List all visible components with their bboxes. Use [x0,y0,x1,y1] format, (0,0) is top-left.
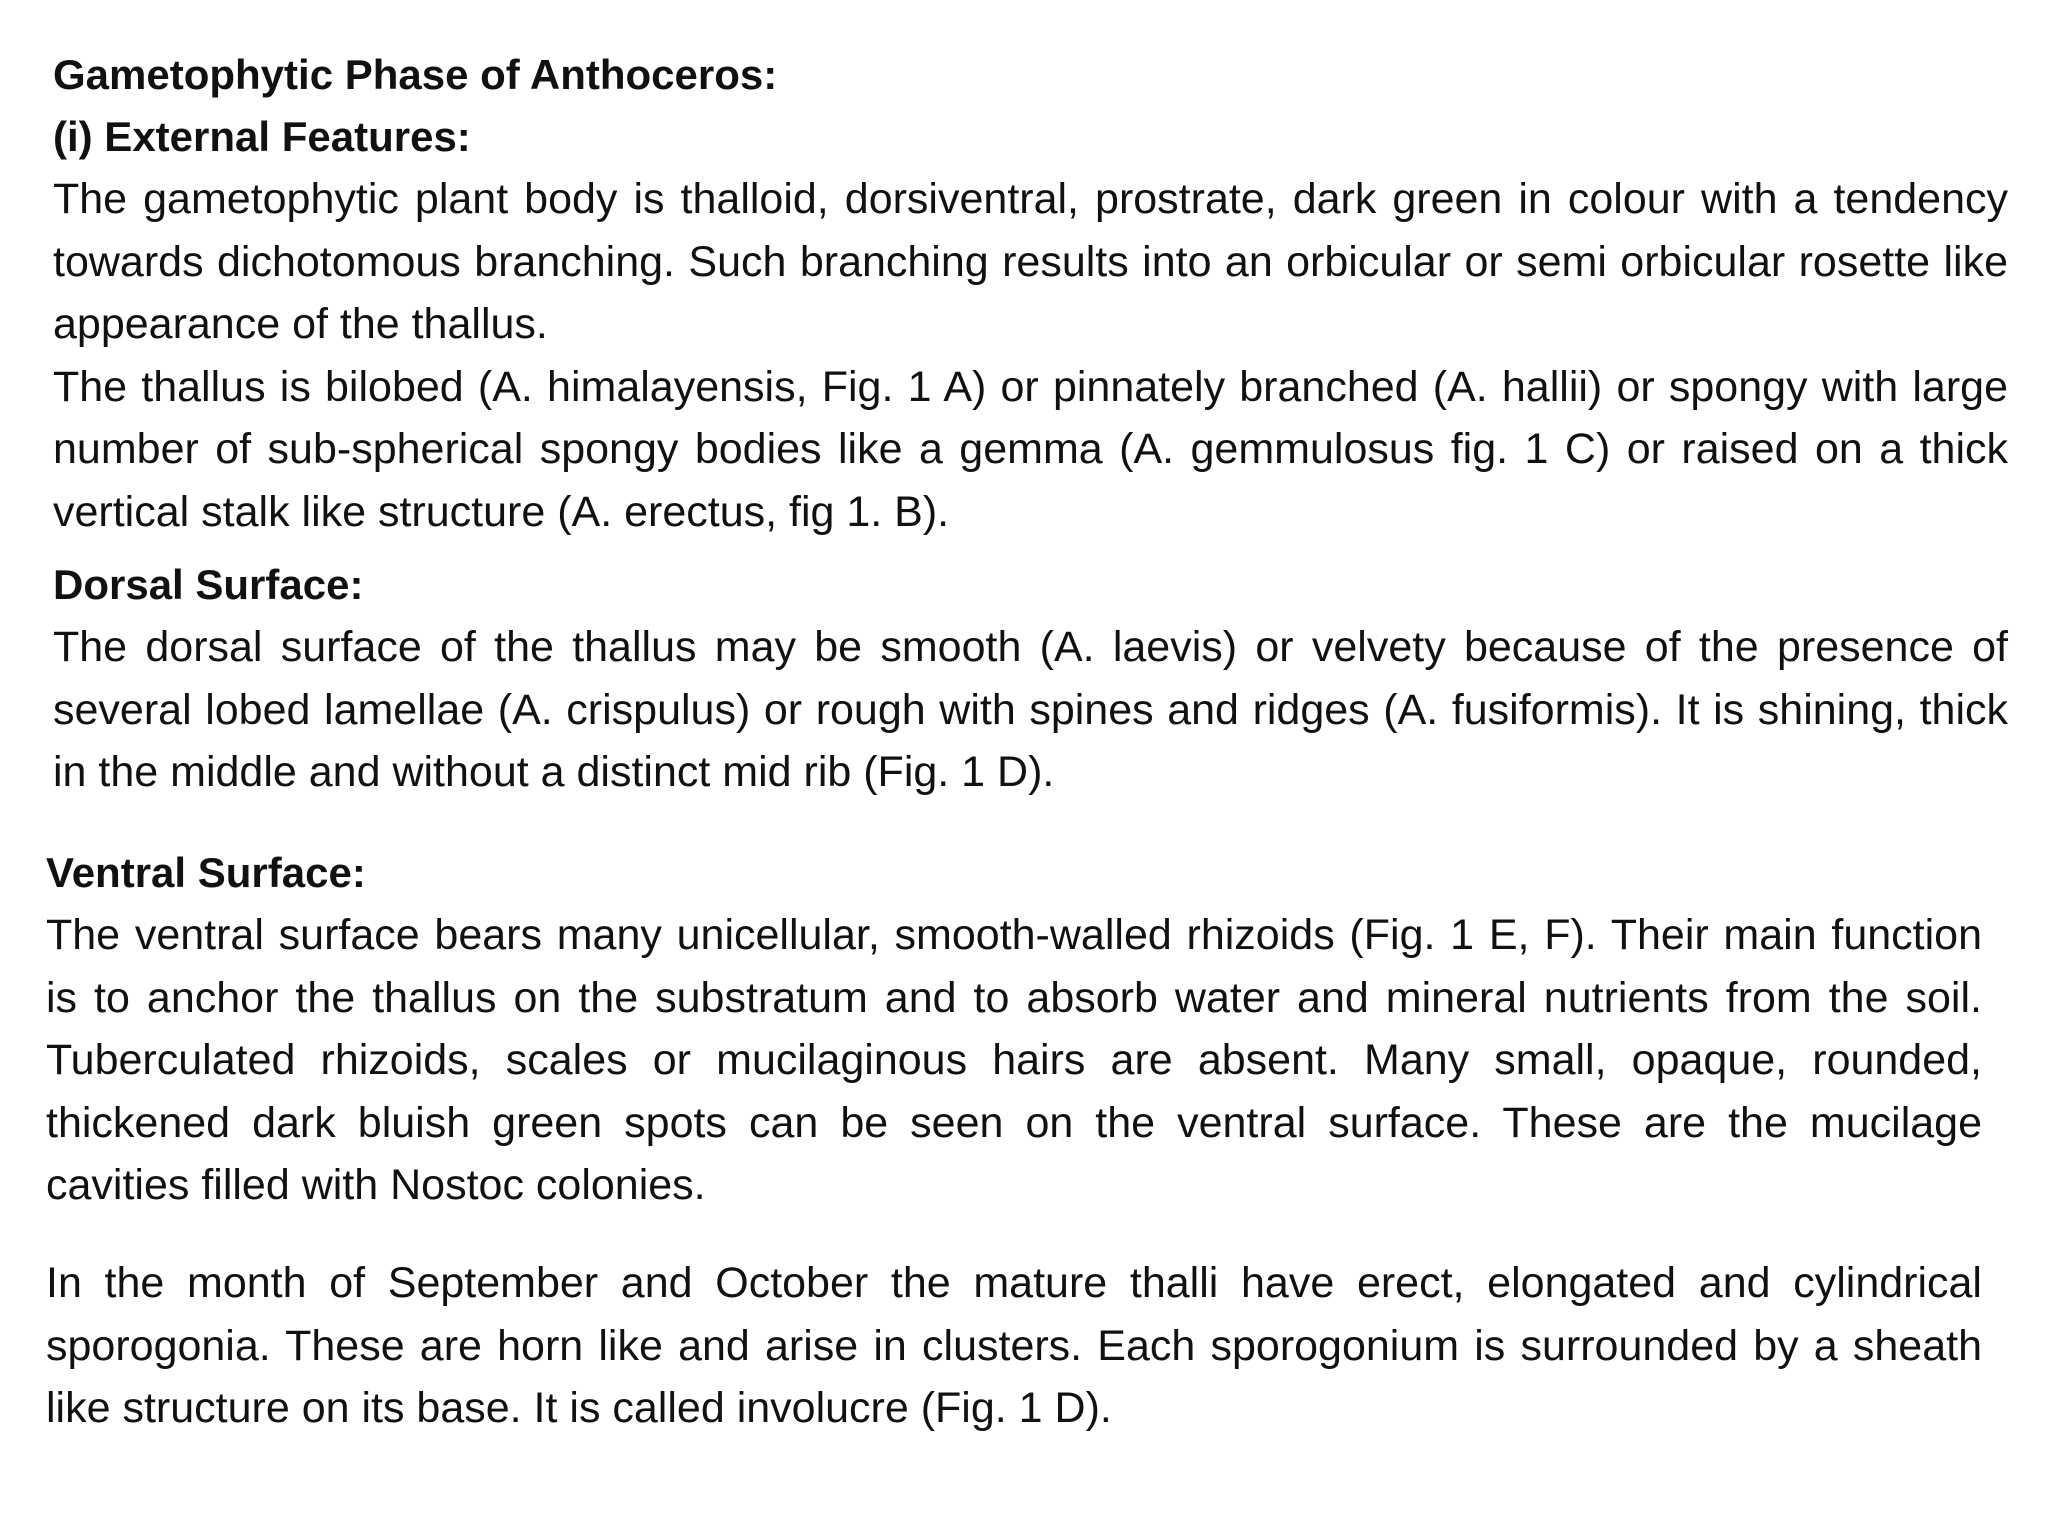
dorsal-surface-heading: Dorsal Surface: [53,561,364,608]
dorsal-surface-paragraph: The dorsal surface of the thallus may be smooth (A. laevis) or velvety because of the presence of several lobed lamellae (A. crispulus) or rough with spines and ridges (A. fusiformis). It is shining, thick in the middle and without a distinct mid rib (Fig. 1 D). [53,623,2008,796]
dorsal-surface-section [53,554,2008,804]
sporogonia-section [46,1252,1982,1440]
external-features-paragraph-2: The thallus is bilobed (A. himalayensis, Fig. 1 A) or pinnately branched (A. hallii) or spongy with large number of sub-spherical spongy bodies like a gemma (A. gemmulosus fig. 1 C) or raised on a thick vertical stalk like structure (A. erectus, fig 1. B). [53,362,2008,536]
external-features-heading: (i) External Features: [53,113,471,160]
ventral-surface-paragraph: The ventral surface bears many unicellular, smooth-walled rhizoids (Fig. 1 E, F). Their main function is to anchor the thallus on the substratum and to absorb water and mineral nutrients from the soil. Tuberculated rhizoids, scales or mucilaginous hairs are absent. Many small, opaque, rounded, thickened dark bluish green spots can be seen on the ventral surface. These are the mucilage cavities filled with Nostoc colonies. [46,911,1982,1209]
page-title: Gametophytic Phase of Anthoceros: [53,51,778,98]
ventral-surface-section [46,842,1982,1217]
external-features-section [53,44,2008,543]
sporogonia-paragraph: In the month of September and October the mature thalli have erect, elongated and cylindrical sporogonia. These are horn like and arise in clusters. Each sporogonium is surrounded by a sheath like structure on its base. It is called involucre (Fig. 1 D). [46,1259,1982,1432]
external-features-paragraph-1: The gametophytic plant body is thalloid, dorsiventral, prostrate, dark green in colour with a tendency towards dichotomous branching. Such branching results into an orbicular or semi orbicular rosette like appearance of the thallus. [53,175,2008,348]
ventral-surface-heading: Ventral Surface: [46,849,366,896]
